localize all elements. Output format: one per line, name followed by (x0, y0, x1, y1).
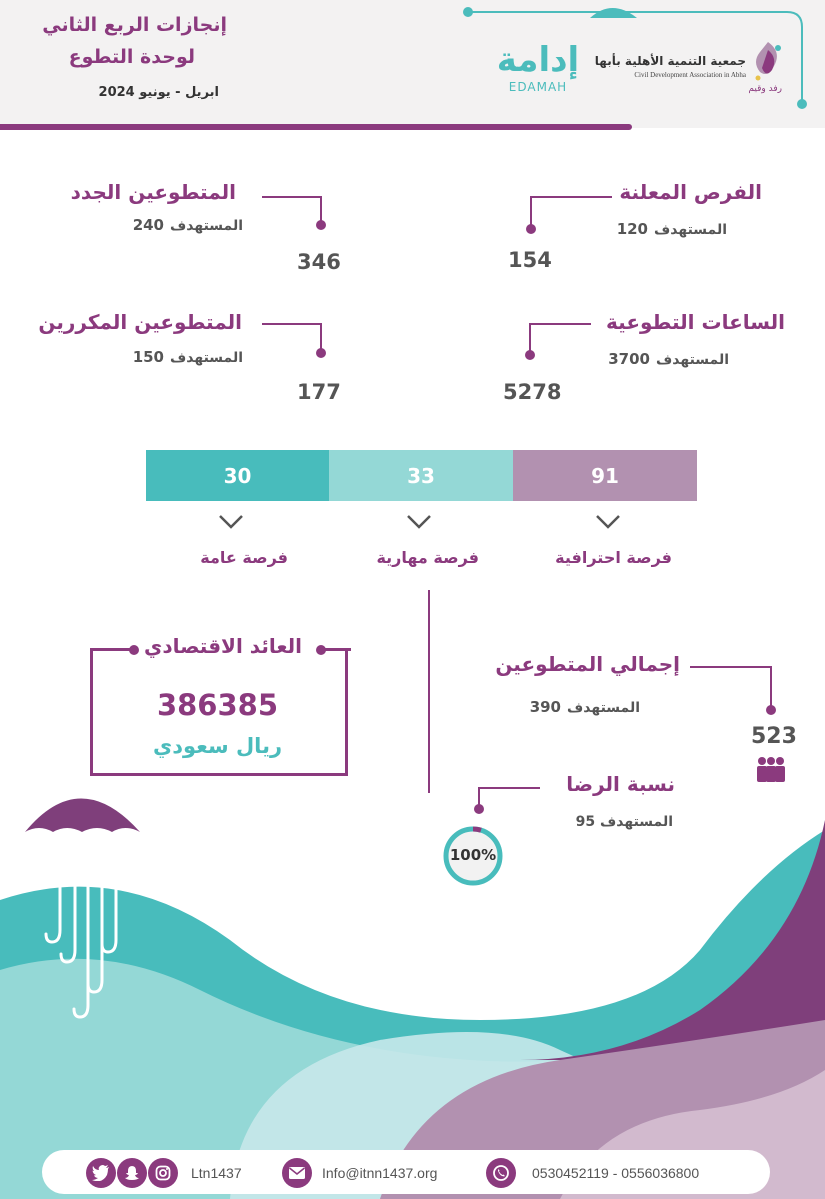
connector-line (530, 196, 612, 198)
announced-opportunities-value: 154 (508, 248, 552, 272)
email-icon (282, 1158, 312, 1188)
social-handle[interactable]: Ltn1437 (191, 1165, 242, 1181)
chevron-down-icon (405, 513, 433, 531)
connector-dot (316, 220, 326, 230)
connector-dot (474, 804, 484, 814)
chevron-down-icon (594, 513, 622, 531)
vertical-divider (428, 590, 430, 793)
association-emblem-icon (748, 38, 788, 88)
new-volunteers-title: المتطوعين الجدد (70, 180, 236, 204)
target-value: 240 (132, 216, 164, 234)
twitter-icon[interactable] (86, 1158, 116, 1188)
target-value: 150 (132, 348, 164, 366)
edamah-logo-ar: إدامة (496, 40, 580, 80)
total-volunteers-value: 523 (751, 724, 797, 749)
target-label: المستهدف (567, 700, 640, 716)
satisfaction-value: 100% (449, 846, 497, 864)
chevron-down-icon (217, 513, 245, 531)
connector-dot (316, 348, 326, 358)
total-volunteers-title: إجمالي المتطوعين (495, 652, 680, 676)
satisfaction-title: نسبة الرضا (566, 772, 675, 796)
edamah-logo-en: EDAMAH (508, 80, 568, 94)
repeat-volunteers-value: 177 (297, 380, 341, 404)
people-group-icon (755, 756, 787, 784)
box-top-edge (90, 648, 130, 651)
connector-dot (316, 645, 326, 655)
volunteer-hours-title: الساعات التطوعية (606, 310, 785, 334)
header-divider (0, 124, 632, 130)
connector-line (262, 323, 322, 325)
target-value: 390 (529, 698, 561, 716)
connector-dot (526, 224, 536, 234)
target-value: 3700 (608, 350, 650, 368)
label-general-opportunity: فرصة عامة (200, 548, 288, 567)
umbrella-illustration (20, 780, 150, 1025)
page-title-line1: إنجازات الربع الثاني (42, 14, 227, 36)
segment-general: 30 (146, 450, 329, 501)
association-slogan: رفد وقيم (748, 84, 782, 94)
target-label: المستهدف (656, 352, 729, 368)
repeat-volunteers-target-row (127, 348, 243, 366)
connector-line (770, 666, 772, 710)
instagram-icon[interactable] (148, 1158, 178, 1188)
economic-return-value: 386385 (156, 688, 279, 722)
email-link[interactable]: Info@itnn1437.org (322, 1165, 438, 1181)
total-volunteers-target-row (524, 698, 640, 716)
whatsapp-icon (486, 1158, 516, 1188)
phone-numbers[interactable]: 0530452119 - 0556036800 (532, 1165, 700, 1181)
volunteer-hours-target-row (602, 350, 729, 368)
edamah-logo (488, 40, 588, 94)
new-volunteers-value: 346 (297, 250, 341, 274)
association-name-ar: جمعية التنمية الأهلية بأبها (594, 54, 746, 68)
satisfaction-target: المستهدف 95 (575, 814, 673, 830)
association-logo (594, 38, 790, 98)
connector-dot (766, 705, 776, 715)
economic-return-title: العائد الاقتصادي (143, 634, 302, 658)
association-name-en: Civil Development Association in Abha (634, 71, 746, 79)
target-label: المستهدف (654, 222, 727, 238)
connector-dot (525, 350, 535, 360)
volunteer-hours-value: 5278 (503, 380, 562, 404)
connector-line (478, 787, 540, 789)
connector-line (690, 666, 772, 668)
target-value: 120 (616, 220, 648, 238)
date-range: ابريل - يونيو 2024 (98, 85, 219, 100)
target-label: المستهدف (170, 350, 243, 366)
label-professional-opportunity: فرصة احترافية (555, 548, 672, 567)
segment-professional: 91 (513, 450, 697, 501)
connector-line (262, 196, 322, 198)
target-label: المستهدف (170, 218, 243, 234)
snapchat-icon[interactable] (117, 1158, 147, 1188)
segment-skill: 33 (329, 450, 513, 501)
page-title-line2: لوحدة التطوع (68, 46, 195, 68)
connector-line (529, 323, 591, 325)
new-volunteers-target-row (127, 216, 243, 234)
repeat-volunteers-title: المتطوعين المكررين (38, 310, 242, 334)
announced-opportunities-title: الفرص المعلنة (619, 180, 762, 204)
label-skill-opportunity: فرصة مهارية (376, 548, 479, 567)
announced-opportunities-target-row (611, 220, 727, 238)
connector-dot (129, 645, 139, 655)
economic-return-unit: ريال سعودي (152, 734, 283, 758)
